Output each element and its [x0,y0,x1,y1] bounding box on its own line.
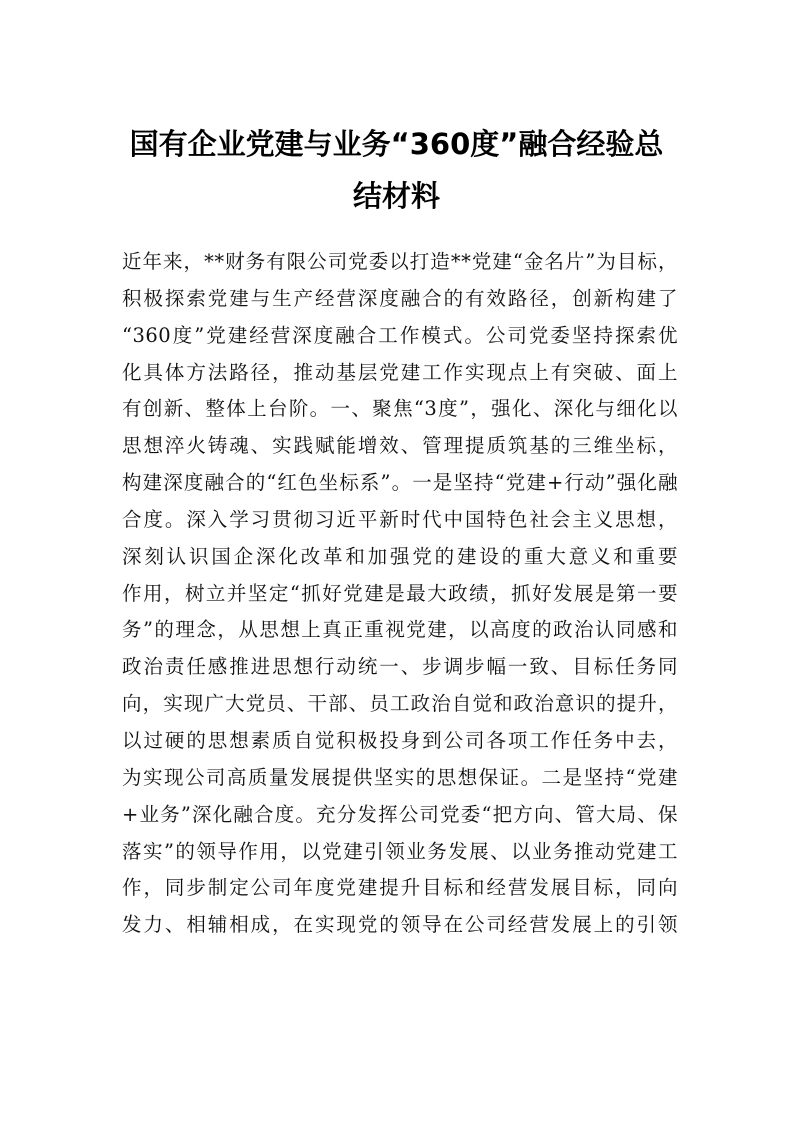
body-line: 发力、相辅相成，在实现党的领导在公司经营发展上的引领 [122,913,678,937]
body-line: 化具体方法路径，推动基层党建工作实现点上有突破、面上 [122,360,678,384]
body-line: 近年来，**财务有限公司党委以打造**党建“金名片”为目标， [122,250,678,273]
body-line: 有创新、整体上台阶。一、聚焦“3度”，强化、深化与细化以 [122,397,678,421]
body-line: 落实”的领导作用，以党建引领业务发展、以业务推动党建工 [122,839,678,863]
body-line: 向，实现广大党员、干部、员工政治自觉和政治意识的提升， [122,692,678,716]
body-line: 为实现公司高质量发展提供坚实的思想保证。二是坚持“党建 [122,765,678,789]
title-line-2: 结材料 [352,179,440,213]
document-title [110,118,683,222]
body-line: 深刻认识国企深化改革和加强党的建设的重大意义和重要 [122,544,678,568]
body-line: 以过硬的思想素质自觉积极投身到公司各项工作任务中去， [122,728,678,752]
document-body [122,244,678,944]
body-line: 合度。深入学习贯彻习近平新时代中国特色社会主义思想， [122,507,678,531]
body-line: “360度”党建经营深度融合工作模式。公司党委坚持探索优 [122,323,678,347]
body-line: 作，同步制定公司年度党建提升目标和经营发展目标，同向 [122,876,678,900]
body-line: 思想淬火铸魂、实践赋能增效、管理提质筑基的三维坐标， [122,434,678,458]
body-line: 积极探索党建与生产经营深度融合的有效路径，创新构建了 [122,286,678,310]
body-line: +业务”深化融合度。充分发挥公司党委“把方向、管大局、保 [122,802,678,826]
body-line: 务”的理念，从思想上真正重视党建，以高度的政治认同感和 [122,618,678,642]
body-line: 作用，树立并坚定“抓好党建是最大政绩，抓好发展是第一要 [122,581,678,605]
title-line-1: 国有企业党建与业务“360度”融合经验总 [129,127,664,161]
body-line: 构建深度融合的“红色坐标系”。一是坚持“党建+行动”强化融 [122,471,678,495]
body-line: 政治责任感推进思想行动统一、步调步幅一致、目标任务同 [122,655,678,679]
